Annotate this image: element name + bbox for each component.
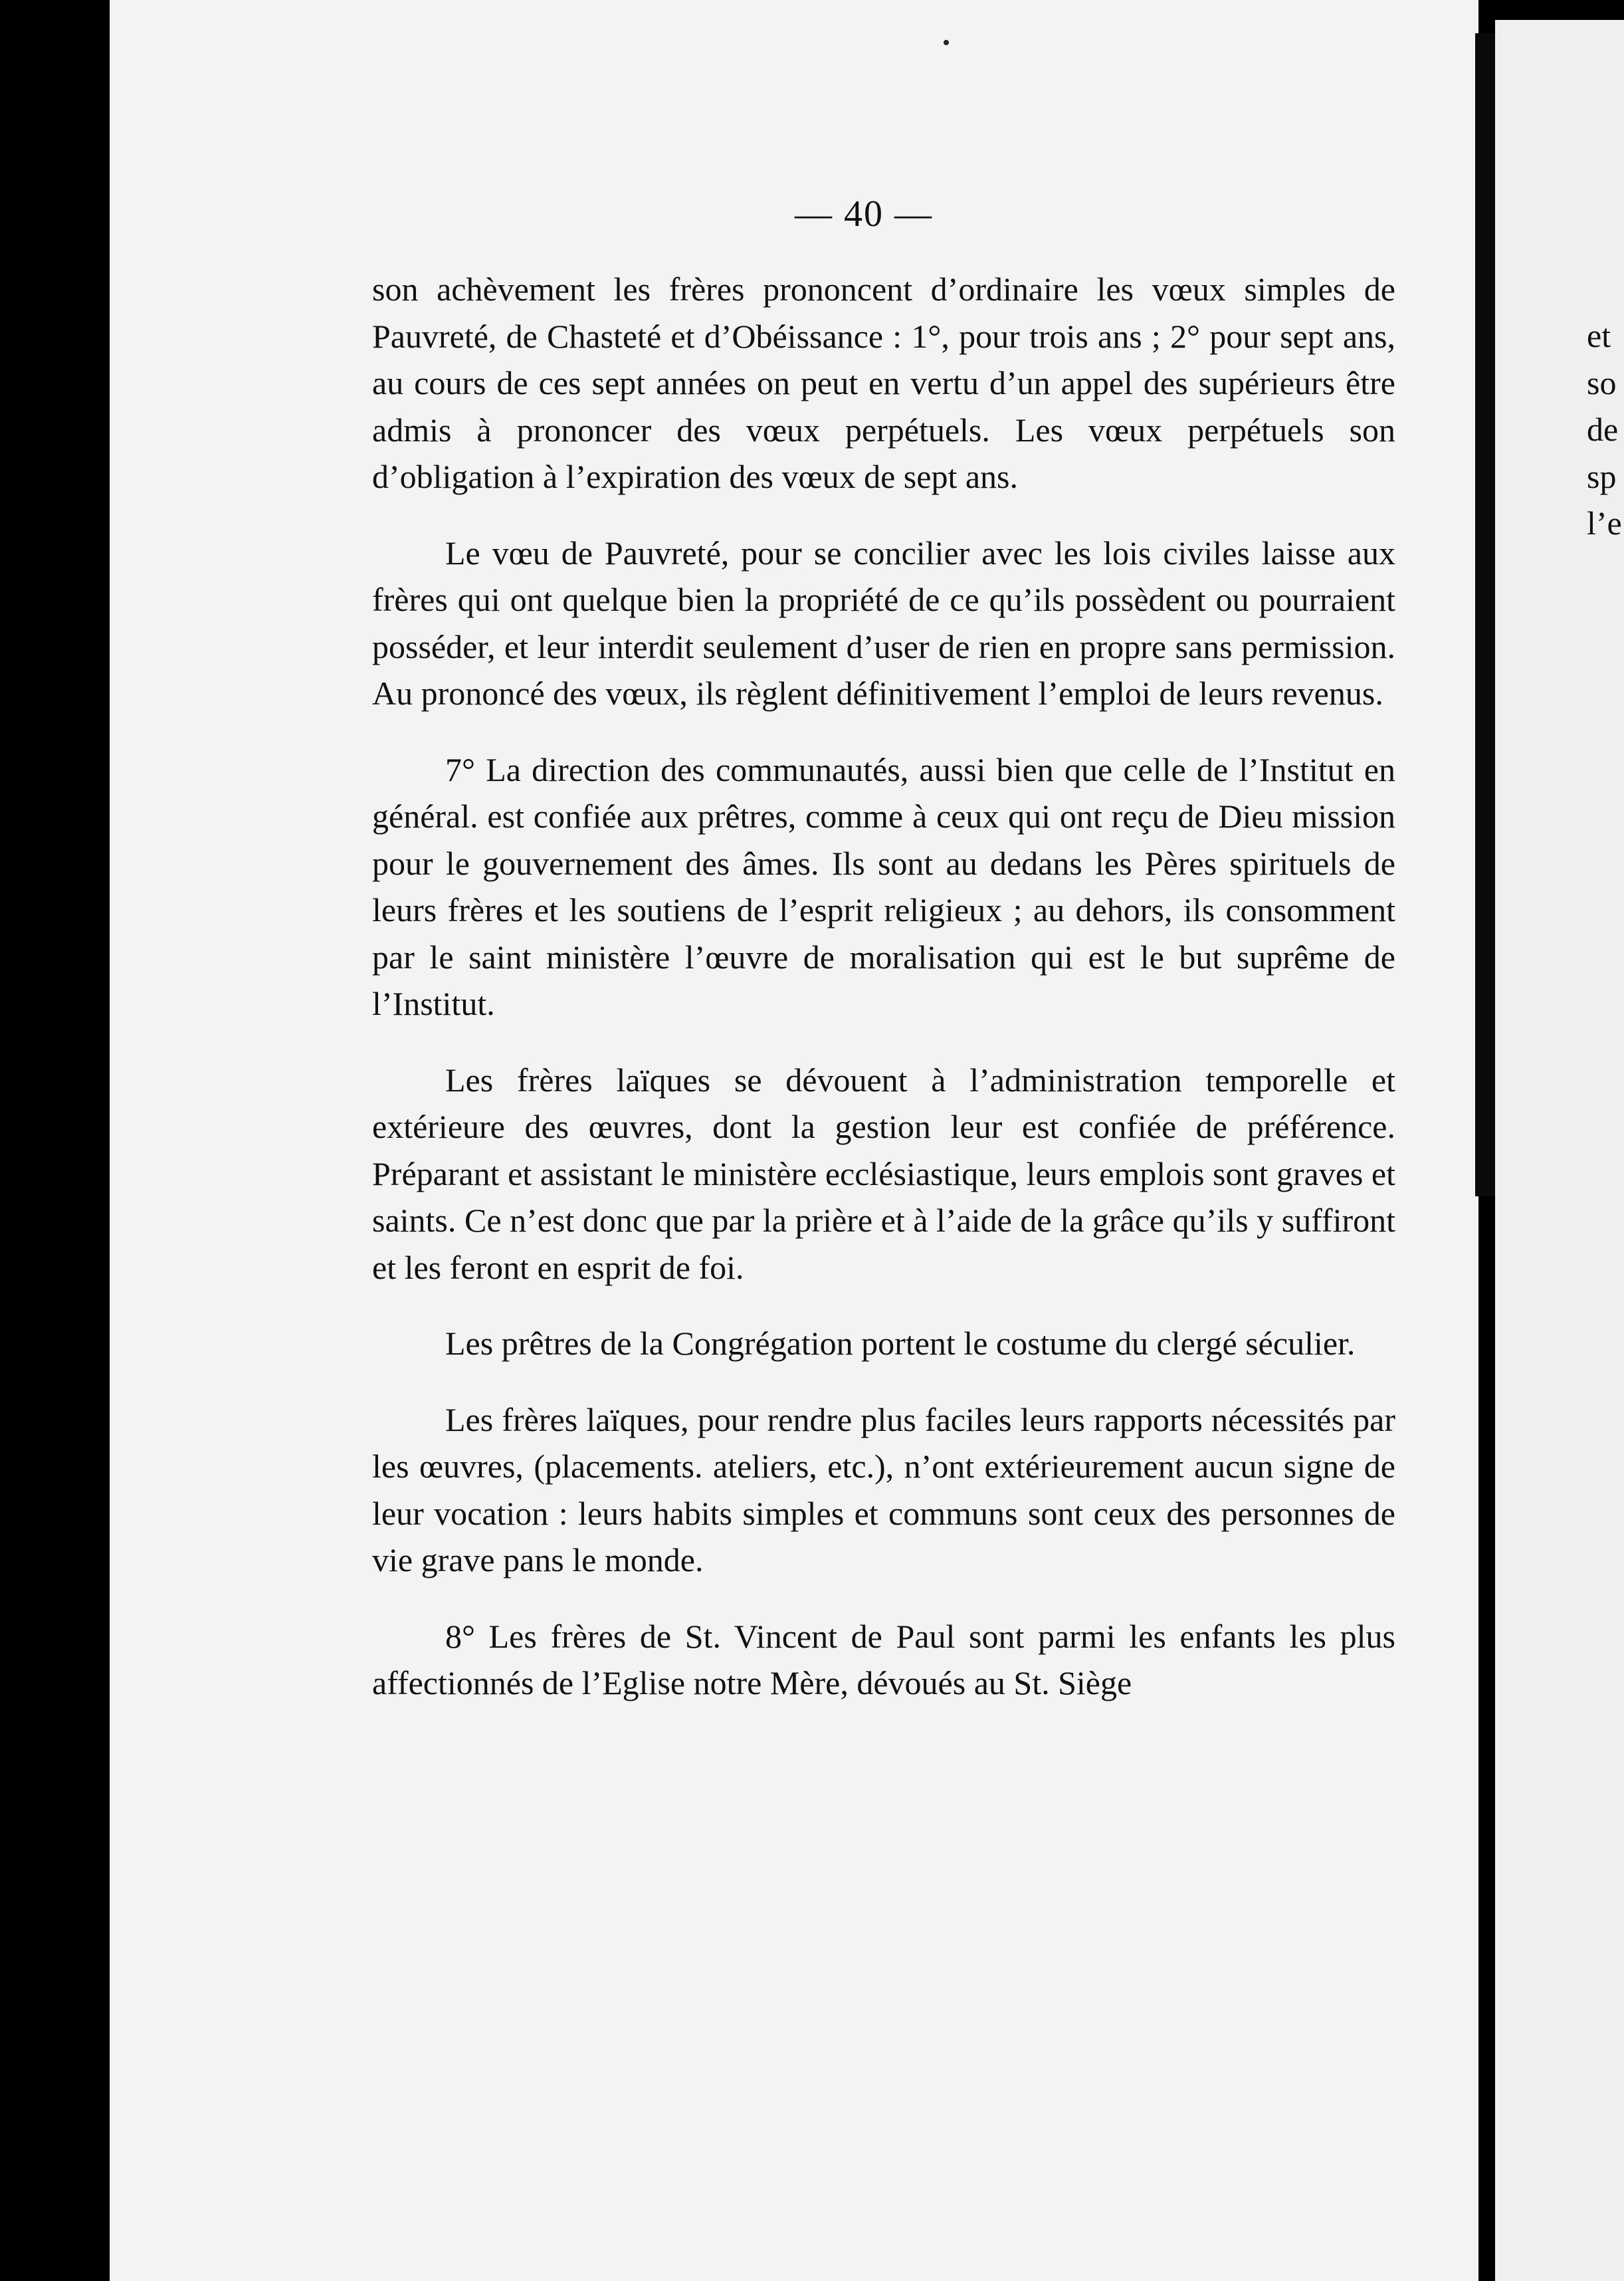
text-fragment: l’e	[1587, 504, 1622, 542]
paragraph: Les frères laïques, pour rendre plus faciles leurs rapports nécessités par les œuvres, (placements. ateliers, etc.), n’ont extérieurement aucun signe de leur vocation : leurs habits simples et communs sont ceux des personnes de vie grave pans le monde.	[372, 1400, 1395, 1578]
paragraph: Le vœu de Pauvreté, pour se concilier avec les lois civiles laisse aux frères qui ont quelque bien la propriété de ce qu’ils possèdent ou pourraient posséder, et leur interdit seulement d’user de rien en propre sans permission. Au prononcé des vœux, ils règlent définitivement l’emploi de leurs revenus.	[372, 534, 1395, 712]
text-fragment: de	[1587, 411, 1619, 448]
paragraph: 8° Les frères de St. Vincent de Paul sont parmi les enfants les plus affectionnés de l’Eglise notre Mère, dévoués au St. Siège	[372, 1617, 1395, 1701]
page-number: — 40 —	[795, 193, 933, 235]
left-page-text	[372, 266, 1395, 1707]
book-gutter	[1475, 33, 1495, 1196]
paragraph: 7° La direction des communautés, aussi bien que celle de l’Institut en général. est confiée aux prêtres, comme à ceux qui ont reçu de Dieu mission pour le gouvernement des âmes. Ils sont au dedans les Pères spirituels de leurs frères et les soutiens de l’esprit religieux ; au dehors, ils consomment par le saint ministère l’œuvre de moralisation qui est le but suprême de l’Institut.	[372, 750, 1395, 1022]
paragraph: Les frères laïques se dévouent à l’administration temporelle et extérieure des œuvres, dont la gestion leur est confiée de préférence. Préparant et assistant le ministère ecclésiastique, leurs emplois sont graves et saints. Ce n’est donc que par la prière et à l’aide de la grâce qu’ils y suffiront et les feront en esprit de foi.	[372, 1061, 1395, 1286]
text-fragment: so	[1587, 364, 1617, 401]
paragraph: son achèvement les frères prononcent d’ordinaire les vœux simples de Pauvreté, de Chasteté et d’Obéissance : 1°, pour trois ans ; 2° pour sept ans, au cours de ces sept années on peut en vertu d’un appel des supérieurs être admis à prononcer des vœux perpétuels. Les vœux perpétuels son d’obligation à l’expiration des vœux de sept ans.	[372, 271, 1395, 495]
paragraph: Les prêtres de la Congrégation portent le costume du clergé séculier.	[445, 1325, 1356, 1362]
right-page-text-fragments	[1587, 312, 1624, 547]
text-fragment: et	[1587, 317, 1611, 354]
ink-speck	[944, 40, 949, 45]
text-fragment: sp	[1587, 457, 1617, 495]
